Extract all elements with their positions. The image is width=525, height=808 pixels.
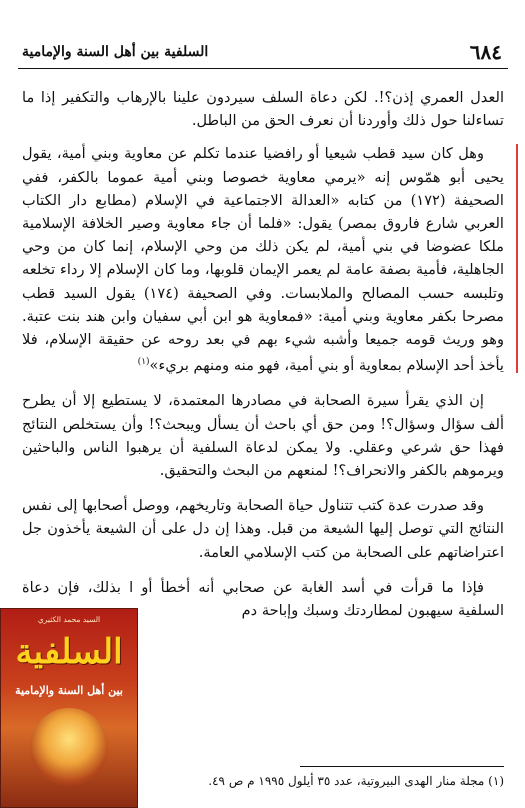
paragraph-4: وقد صدرت عدة كتب تتناول حياة الصحابة وتاريخهم، ووصل أصحابها إلى نفس النتائج التي توصل إليها الشيعة من قبل. وهذا إن دل على أن الشيعة يأخذون جل اعتراضاتهم على الصحابة من كتب الإسلامي العامة. xyxy=(22,497,504,561)
book-cover-image xyxy=(0,608,138,808)
cover-calligraphy-emblem xyxy=(30,708,108,786)
page-header xyxy=(18,38,508,69)
paragraph-5: فإذا ما قرأت في أسد الغابة عن صحابي أنه أخطأ أو ا بذلك، فإن دعاة السلفية سيهبون لمطاردتك وسبك وإباحة دم xyxy=(22,578,504,619)
paragraph-2 xyxy=(22,142,504,377)
footnote-divider xyxy=(300,766,504,767)
body-text xyxy=(22,86,504,622)
cover-title: السلفية xyxy=(15,632,123,672)
footnote: (١) مجلة منار الهدى البيروتية، عدد ٣٥ أيلول ١٩٩٥ م ص ٤٩. xyxy=(208,774,504,788)
quote-highlight-bar xyxy=(516,144,518,373)
paragraph-1: العدل العمري إذن؟!. لكن دعاة السلف سيردون علينا بالإرهاب والتكفير إذا ما تساءلنا حول ذلك وأوردنا أن نعرف الحق من الباطل. xyxy=(22,89,504,130)
page-number: ٦٨٤ xyxy=(469,40,502,64)
footnote-reference: (١) xyxy=(137,357,150,368)
running-title: السلفية بين أهل السنة والإمامية xyxy=(22,44,209,60)
paragraph-3: إن الذي يقرأ سيرة الصحابة في مصادرها المعتمدة، لا يستطيع إلا أن يطرح ألف سؤال وسؤال؟! ومن حق أي باحث أن يسأل ويبحث؟! وأن يستخلص النتائج فهذا حق شرعي وعقلي. ولا يمكن لدعاة السلفية أن يرهبوا الناس والباحثين ويرموهم بالكفر والانحراف؟! لمنعهم من البحث والتحقيق. xyxy=(22,392,504,479)
cover-subtitle: بين أهل السنة والإمامية xyxy=(15,684,123,697)
highlighted-quote-block xyxy=(22,142,518,377)
paragraph-2-text: وهل كان سيد قطب شيعيا أو رافضيا عندما تكلم عن معاوية وبني أمية، يقول يحيى أبو همّوس إنه «يرمي معاوية خصوصا وبني أمية عموما بالكفر، ففي الصحيفة (١٧٢) من كتابه «العدالة الاجتماعية في الإسلام (مطابع دار الكتاب العربي شارع فاروق بمصر) يقول: «فلما أن جاء معاوية وصير الخلافة الإسلامية ملكا عضوضا في بني أمية، لم يكن ذلك من وحي الإسلام، إنما كان من وحي الجاهلية، فأمية بصفة عامة لم يعمر الإيمان قلوبها، وما كان الإسلام إلا رداء تخلعه وتلبسه حسب المصالح والملابسات. وفي الصحيفة (١٧٤) يقول السيد قطب مصرحا بكفر معاوية وبني أمية: «فمعاوية هو ابن أبي سفيان وابن هند بنت عتبة. وهو وريث قومه جميعا وأشبه شيء بهم في بعد روحه عن حقيقة الإسلام، فلا يأخذ أحد الإسلام بمعاوية أو بني أمية، فهو منه ومنهم بريء» xyxy=(22,145,504,375)
cover-author: السيد محمد الكثيري xyxy=(37,615,101,624)
